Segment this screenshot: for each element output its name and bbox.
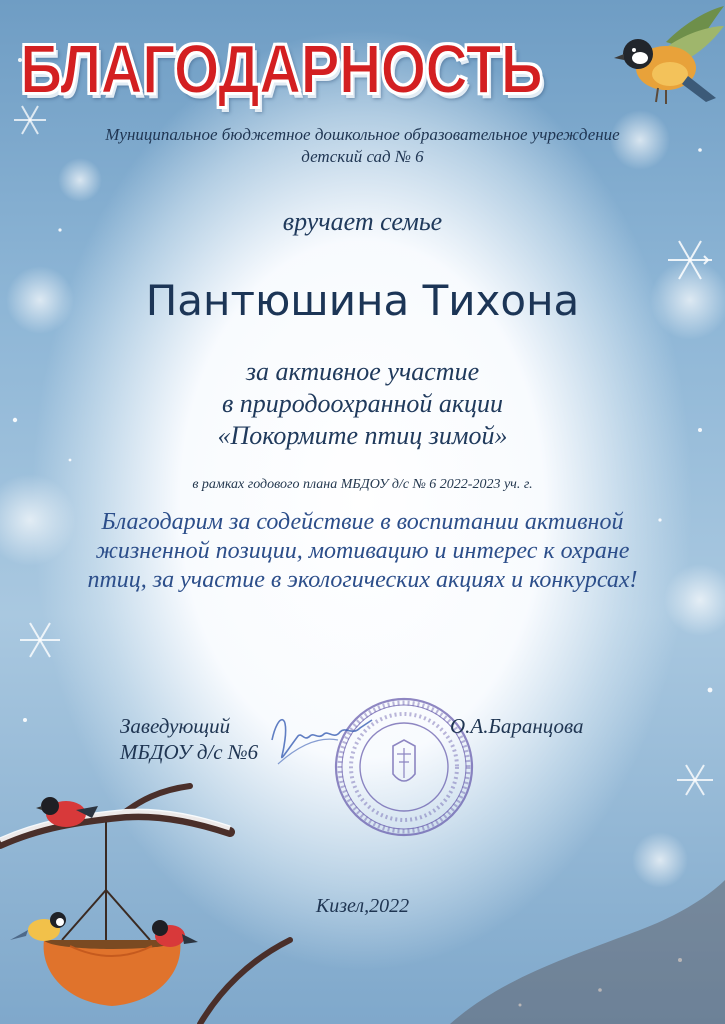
signatory-name: О.А.Баранцова [450,714,584,738]
reason-line: за активное участие [245,357,480,386]
bullfinch-bird-icon [152,920,198,947]
snowflake-icon [677,765,713,795]
organization-name [0,124,725,168]
award-reason [0,356,725,452]
organization-line: Муниципальное бюджетное дошкольное образовательное учреждение [105,125,620,144]
signatory-position-line: Заведующий [120,714,231,738]
recipient-name: Пантюшина Тихона [145,276,580,325]
plan-note: в рамках годового плана МБДОУ д/с № 6 2022-2023 уч. г. [192,477,533,492]
place-and-date: Кизел,2022 [315,895,410,917]
signatory-position-line: МБДОУ д/с №6 [120,740,259,764]
snowflake-icon [20,623,60,657]
certificate-title: БЛАГОДАРНОСТЬ [20,30,543,108]
reason-line: «Покормите птиц зимой» [217,421,508,450]
presents-to-label: вручает семье [282,207,443,236]
thanks-line: птиц, за участие в экологических акциях и конкурсах! [87,567,638,593]
organization-line: детский сад № 6 [301,147,424,166]
thanks-line: Благодарим за содействие в воспитании активной [101,509,624,535]
signatory-position [120,713,300,765]
titmouse-bird-icon [608,2,725,114]
thanks-message [0,508,725,595]
reason-line: в природоохранной акции [221,389,504,418]
thanks-line: жизненной позиции, мотивацию и интерес к охране [95,538,630,564]
